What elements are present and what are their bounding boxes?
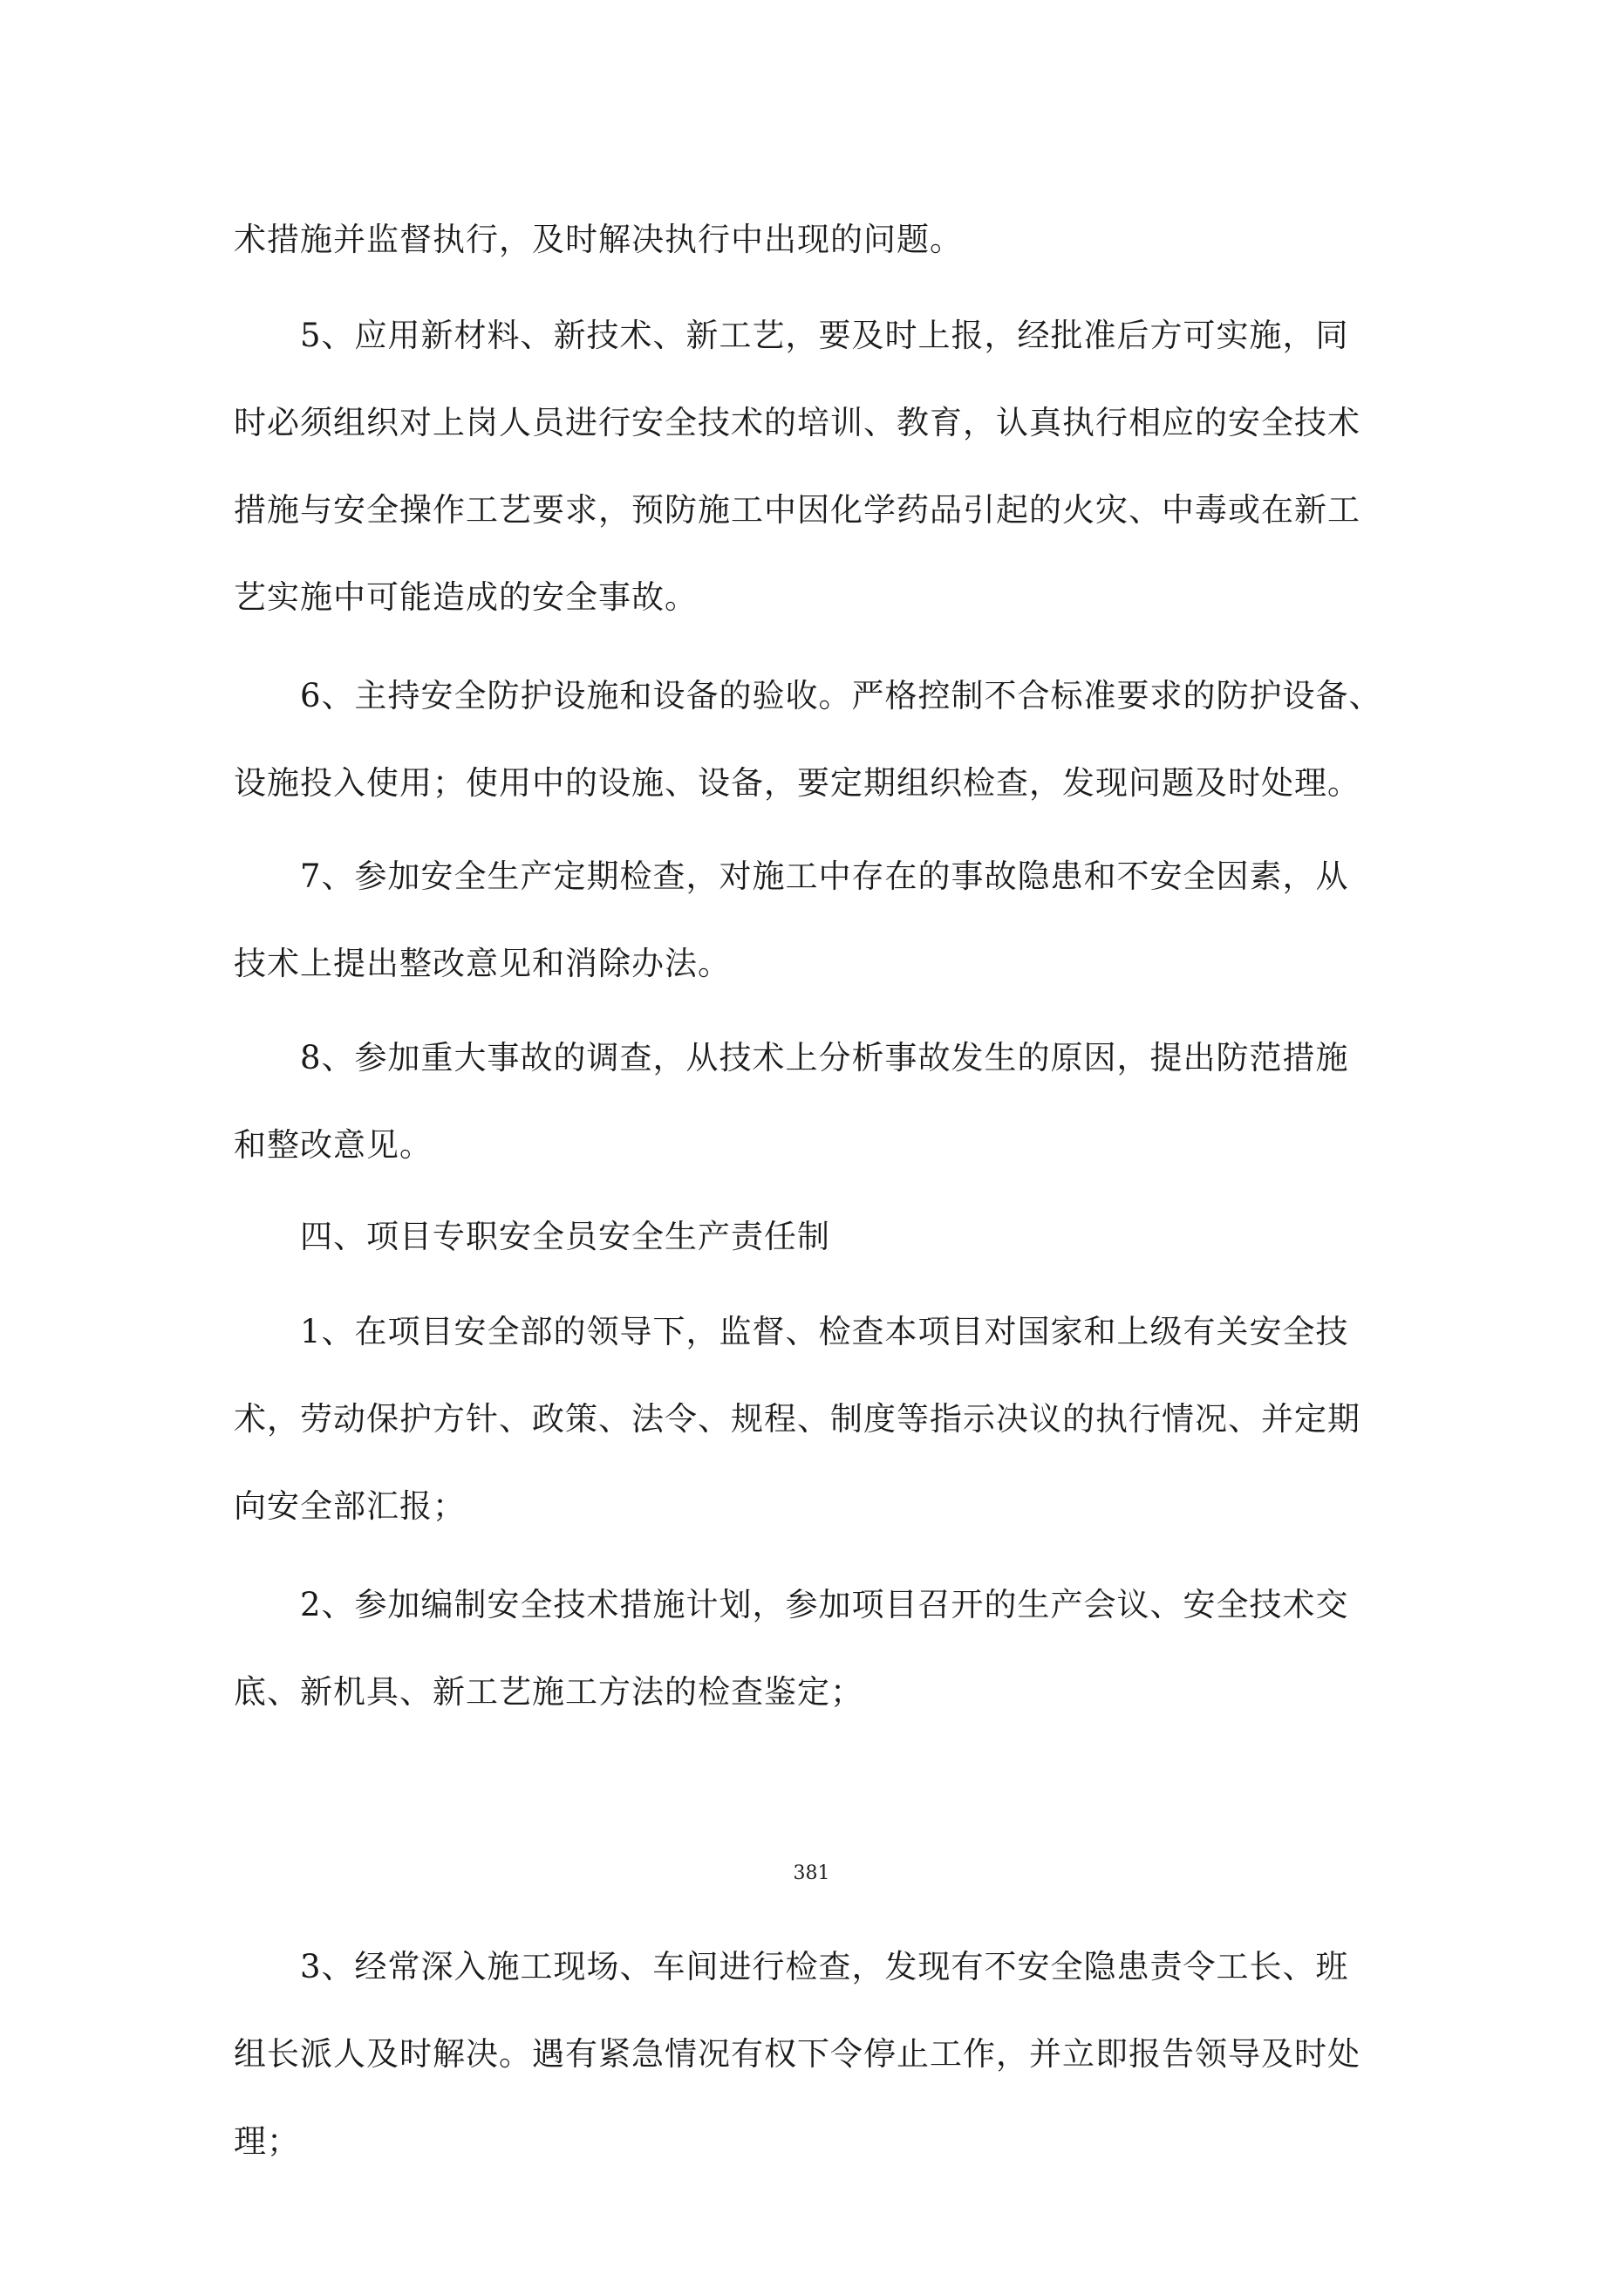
paragraph-item-2 xyxy=(234,1561,1402,1736)
text-line: 设施投入使用；使用中的设施、设备，要定期组织检查，发现问题及时处理。 xyxy=(234,764,1360,802)
text-line: 底、新机具、新工艺施工方法的检查鉴定； xyxy=(234,1673,863,1711)
text-line: 措施与安全操作工艺要求，预防施工中因化学药品引起的火灾、中毒或在新工 xyxy=(234,491,1360,529)
text-line: 向安全部汇报； xyxy=(234,1487,466,1525)
paragraph-item-6 xyxy=(234,653,1402,827)
text-line: 2、参加编制安全技术措施计划，参加项目召开的生产会议、安全技术交 xyxy=(234,1586,1349,1623)
text-line: 1、在项目安全部的领导下，监督、检查本项目对国家和上级有关安全技 xyxy=(234,1313,1349,1350)
text-line: 6、主持安全防护设施和设备的验收。严格控制不合标准要求的防护设备、 xyxy=(234,677,1382,714)
page-number: 381 xyxy=(793,1862,830,1884)
heading-line: 四、项目专职安全员安全生产责任制 xyxy=(234,1218,830,1255)
paragraph-item-1 xyxy=(234,1288,1402,1550)
text-line: 技术上提出整改意见和消除办法。 xyxy=(234,945,731,982)
section-heading xyxy=(234,1193,1402,1281)
paragraph-item-8 xyxy=(234,1015,1402,1189)
paragraph-continuation xyxy=(234,196,1402,284)
text-line: 7、参加安全生产定期检查，对施工中存在的事故隐患和不安全因素，从 xyxy=(234,858,1349,895)
paragraph-item-3 xyxy=(234,1924,1402,2185)
text-line: 5、应用新材料、新技术、新工艺，要及时上报，经批准后方可实施，同 xyxy=(234,317,1349,354)
text-line: 术措施并监督执行，及时解决执行中出现的问题。 xyxy=(234,221,963,258)
text-line: 理； xyxy=(234,2122,300,2160)
text-line: 3、经常深入施工现场、车间进行检查，发现有不安全隐患责令工长、班 xyxy=(234,1948,1349,1985)
text-line: 术，劳动保护方针、政策、法令、规程、制度等指示决议的执行情况、并定期 xyxy=(234,1400,1360,1438)
paragraph-item-5 xyxy=(234,292,1402,641)
text-line: 组长派人及时解决。遇有紧急情况有权下令停止工作，并立即报告领导及时处 xyxy=(234,2035,1360,2073)
text-line: 8、参加重大事故的调查，从技术上分析事故发生的原因，提出防范措施 xyxy=(234,1039,1349,1076)
text-line: 和整改意见。 xyxy=(234,1126,433,1164)
text-line: 时必须组织对上岗人员进行安全技术的培训、教育，认真执行相应的安全技术 xyxy=(234,404,1360,441)
text-line: 艺实施中可能造成的安全事故。 xyxy=(234,578,698,616)
paragraph-item-7 xyxy=(234,833,1402,1008)
